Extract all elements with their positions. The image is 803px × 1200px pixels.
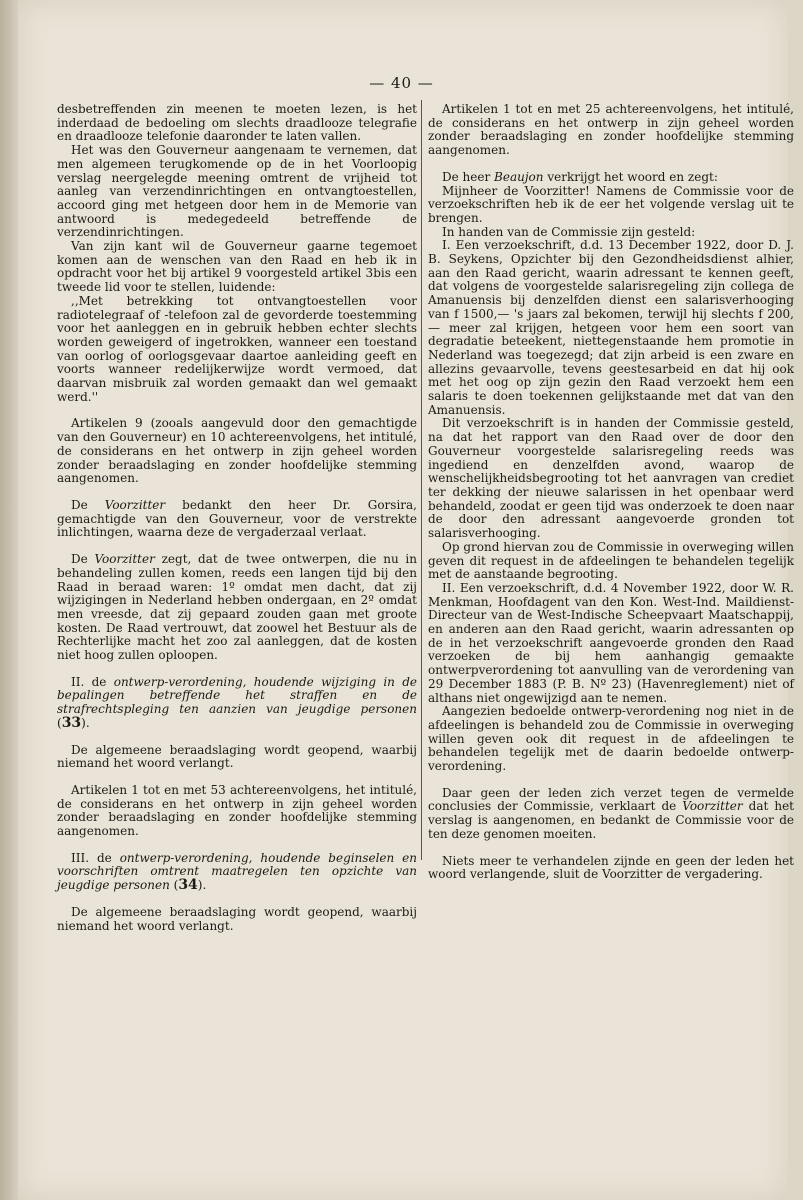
page-number: — 40 — xyxy=(369,74,434,92)
paragraph: Artikelen 9 (zooals aangevuld door den gemachtigde van den Gouverneur) en 10 achtereenvolgens, het intitulé, de considerans en het ontwerp in zijn geheel worden zonder beraadslaging en zonder hoofdelijke stemming aangenomen. xyxy=(57,416,417,486)
paragraph: Aangezien bedoelde ontwerp-verordening nog niet in de afdeelingen is behandeld zou de Commissie in overweging willen geven ook dit request in de afdeelingen te behandelen tegelijk met de daarin bedoelde ontwerp-verordening. xyxy=(428,704,794,774)
paragraph-gap xyxy=(57,893,417,906)
text-run: ). xyxy=(197,878,207,893)
paragraph: Van zijn kant wil de Gouverneur gaarne tegemoet komen aan de wenschen van den Raad en heb ik in opdracht voor het bij artikel 9 voorgesteld artikel 3bis een tweede lid voor te stellen, luidende: xyxy=(57,239,417,295)
right-column xyxy=(428,103,794,882)
paragraph: II. Een verzoekschrift, d.d. 4 November 1922, door W. R. Menkman, Hoofdagent van den Kon. West-Ind. Maildienst-Directeur van de West-Indische Scheepvaart Maatschappij, en anderen aan den Raad gericht, waarin adressanten op de in het verzoekschrift aangevoerde gronden den Raad verzoeken de bij hem aanhangig gemaakte ontwerpverordening tot aanvulling van de verordening van 29 December 1883 (P. B. Nº 23) (Havenreglement) niet of althans niet ongewijzigd aan te nemen. xyxy=(428,580,794,705)
paragraph xyxy=(428,787,794,842)
italic-text: Beaujon xyxy=(494,169,544,184)
text-run: III. de xyxy=(71,850,120,865)
paragraph: De algemeene beraadslaging wordt geopend, waarbij niemand het woord verlangt. xyxy=(57,742,417,771)
text-run: Daar geen der leden zich verzet tegen de vermelde conclusies der Commissie, verklaart de xyxy=(428,785,794,814)
text-run: II. de xyxy=(71,674,114,689)
document-number: 34 xyxy=(178,877,198,894)
paragraph: Op grond hiervan zou de Commissie in overweging willen geven dit request in de afdeelingen te behandelen tegelijk met de aanstaande begrooting. xyxy=(428,539,794,582)
page-binding xyxy=(0,0,18,1200)
paragraph: Artikelen 1 tot en met 25 achtereenvolgens, het intitulé, de considerans en het ontwerp in zijn geheel worden zonder beraadslaging en zonder hoofdelijke stemming aangenomen. xyxy=(428,102,794,158)
paragraph: I. Een verzoekschrift, d.d. 13 December 1922, door D. J. B. Seykens, Opzichter bij den Gezondheidsdienst alhier, aan den Raad gericht, waarin adressant te kennen geeft, dat volgens de voorgestelde salarisregeling zijn collega de Amanuensis bij denzelfden dienst een salarisverhooging van f 1500,— 's jaars zal bekomen, terwijl hij slechts f 200,— meer zal krijgen, hetgeen voor hem een soort van degradatie beteekent, niettegenstaande hem promotie in Nederland was toegezegd; dat zijn arbeid is een zware en allezins gevaarvolle, tevens geestesarbeid en dat hij ook met het oog op zijn gezin den Raad verzoekt hem een salaris te doen toekennen gelijkstaande met dat van den Amanuensis. xyxy=(428,238,794,417)
paragraph xyxy=(57,676,417,731)
paragraph xyxy=(428,171,794,185)
text-run: De heer xyxy=(442,169,495,184)
text-run: zegt, dat de twee ontwerpen, die nu in behandeling zullen komen, reeds een langen tijd bij den Raad in beraad waren: 1º omdat men dacht, dat zij wijzigingen in Nederland hebben ondergaan, en 2º omdat men vreesde, dat zij gepaard zouden gaan met groote kosten. De Raad vertrouwt, dat zoowel het Bestuur als de Rechterlijke macht het zoo zal aanleggen, dat de kosten niet hoog zullen oploopen. xyxy=(57,552,417,663)
text-run: bedankt den heer Dr. Gorsira, gemachtigde van den Gouverneur, voor de verstrekte inlichtingen, waarna deze de vergaderzaal verlaat. xyxy=(57,497,417,540)
paragraph xyxy=(57,499,417,540)
text-run: dat het verslag is aangenomen, en bedankt de Commissie voor de ten deze genomen moeiten. xyxy=(428,799,794,841)
paragraph xyxy=(57,553,417,663)
italic-text: Voorzitter xyxy=(682,799,743,814)
italic-text: Voorzitter xyxy=(104,497,166,512)
paragraph-gap xyxy=(57,731,417,744)
italic-text: ontwerp-verordening, houdende beginselen en voorschriften omtrent maatregelen ten opzichte van jeugdige personen xyxy=(57,850,418,893)
column-divider xyxy=(421,100,422,860)
text-run: ( xyxy=(57,715,62,730)
italic-text: ontwerp-verordening, houdende wijziging in de bepalingen betreffende het straffen en de strafrechtspleging ten aanzien van jeugdige personen xyxy=(57,674,417,717)
paragraph: ,,Met betrekking tot ontvangtoestellen voor radiotelegraaf of -telefoon zal de gevorderde toestemming voor het aanleggen en in gebruik hebben echter slechts worden geweigerd of ingetrokken, wanneer een toestand van oorlog of oorlogsgevaar daartoe aanleiding geeft en voorts wanneer redelijkerwijze wordt vermoed, dat daarvan misbruik zal worden gemaakt dan wel gemaakt werd.'' xyxy=(57,293,417,404)
paragraph: Niets meer te verhandelen zijnde en geen der leden het woord verlangende, sluit de Voorzitter de vergadering. xyxy=(428,853,794,882)
paragraph: desbetreffenden zin meenen te moeten lezen, is het inderdaad de bedoeling om slechts draadlooze telegrafie en draadlooze telefonie daaronder te laten vallen. xyxy=(57,102,417,144)
text-run: ( xyxy=(169,878,179,893)
paragraph: Het was den Gouverneur aangenaam te vernemen, dat men algemeen terugkomende op de in het Voorloopig verslag neergelegde meening omtrent de vrijheid tot aanleg van verzendinrichtingen en ontvangtoestellen, accoord ging met hetgeen door hem in de Memorie van antwoord is medegedeeld betreffende de verzendinrichtingen. xyxy=(57,143,417,240)
text-run: verkrijgt het woord en zegt: xyxy=(543,169,718,184)
paragraph: Artikelen 1 tot en met 53 achtereenvolgens, het intitulé, de considerans en het ontwerp in zijn geheel worden zonder beraadslaging en zonder hoofdelijke stemming aangenomen. xyxy=(57,782,417,839)
paragraph: De algemeene beraadslaging wordt geopend, waarbij niemand het woord verlangt. xyxy=(57,904,417,933)
document-number: 33 xyxy=(61,714,82,731)
italic-text: Voorzitter xyxy=(94,552,155,567)
text-run: De xyxy=(71,497,105,512)
paragraph: Mijnheer de Voorzitter! Namens de Commissie voor de verzoekschriften heb ik de eer het volgende verslag uit te brengen. xyxy=(428,183,794,225)
text-run: ). xyxy=(81,715,90,730)
left-column xyxy=(57,103,417,933)
paragraph: Dit verzoekschrift is in handen der Commissie gesteld, na dat het rapport van den Raad over de door den Gouverneur voorgestelde salarisregeling reeds was ingediend en denzelfden avond, waarop de wenschelijkheidsbegrooting tot het aanvragen van crediet ter dekking der nieuwe salarissen in het openbaar werd behandeld, zoodat er geen tijd was onderzoek te doen naar de door den adressant aangevoerde gronden tot salarisverhooging. xyxy=(428,416,794,541)
paragraph-gap xyxy=(428,842,794,855)
paragraph xyxy=(57,852,417,893)
text-run: De xyxy=(71,552,95,567)
paragraph: In handen van de Commissie zijn gesteld: xyxy=(442,224,696,239)
paragraph-gap xyxy=(57,771,417,784)
